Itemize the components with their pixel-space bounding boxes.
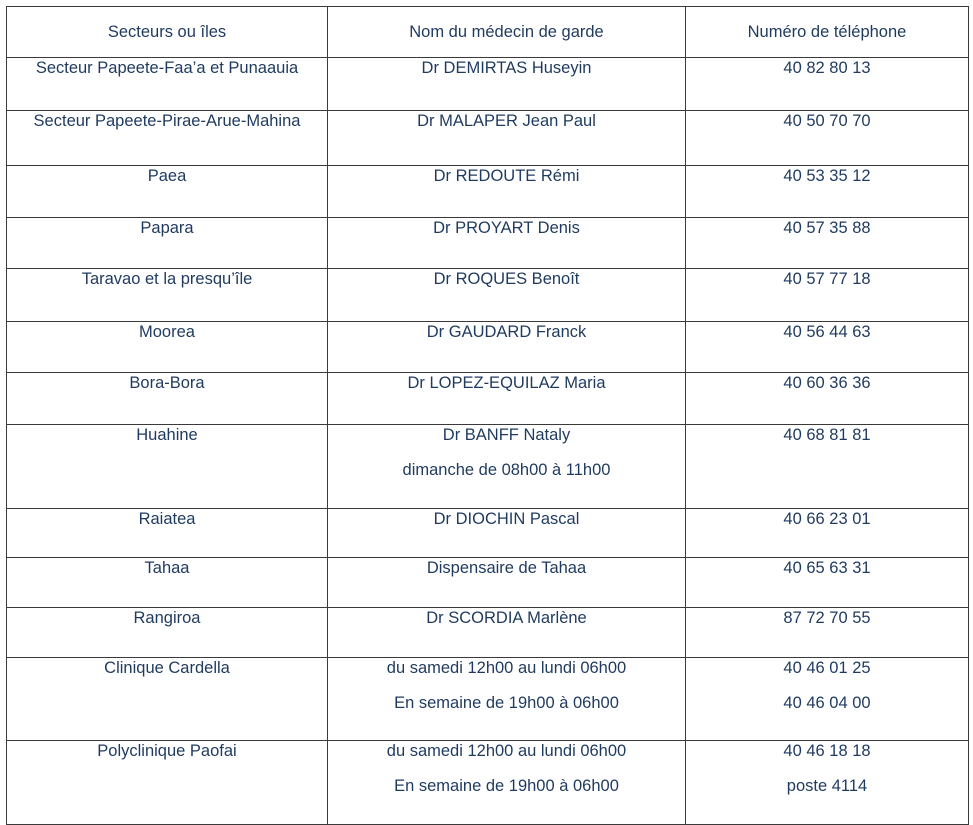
doctor-cell-text: Dr REDOUTE Rémi (433, 167, 580, 185)
phone-cell (686, 166, 969, 218)
phone-cell-text: 40 50 70 70 (783, 112, 871, 130)
doctor-cell (328, 58, 686, 111)
doctor-cell (328, 111, 686, 166)
sector-cell-text: Raiatea (138, 510, 196, 528)
table-body (7, 58, 969, 825)
table-row (7, 166, 969, 218)
table-row (7, 658, 969, 741)
sector-cell (7, 425, 328, 509)
sector-cell-text: Papara (140, 219, 194, 237)
phone-cell (686, 558, 969, 608)
doctor-cell-text: Dr DEMIRTAS Huseyin (421, 59, 592, 77)
table-row (7, 741, 969, 825)
doctor-cell-text: Dispensaire de Tahaa (426, 559, 587, 577)
doctor-cell-text: du samedi 12h00 au lundi 06h00 (386, 742, 627, 760)
header-phone: Numéro de téléphone (686, 7, 969, 58)
phone-cell-text: 40 46 04 00 (783, 694, 871, 712)
phone-cell (686, 373, 969, 425)
sector-cell-text: Huahine (136, 426, 198, 444)
doctor-cell (328, 658, 686, 741)
table-row (7, 509, 969, 558)
doctor-cell (328, 509, 686, 558)
doctor-cell (328, 608, 686, 658)
doctor-cell-text: Dr SCORDIA Marlène (426, 609, 587, 627)
sector-cell-text: Clinique Cardella (104, 659, 230, 677)
sector-cell-text: Secteur Papeete-Pirae-Arue-Mahina (33, 112, 301, 130)
sector-cell (7, 373, 328, 425)
sector-cell (7, 58, 328, 111)
doctor-cell-text: dimanche de 08h00 à 11h00 (402, 461, 611, 479)
sector-cell (7, 558, 328, 608)
doctor-cell-text: Dr BANFF Nataly (442, 426, 571, 444)
on-call-doctors-table (6, 6, 969, 825)
phone-cell (686, 269, 969, 322)
sector-cell-text: Taravao et la presqu’île (81, 270, 253, 288)
doctor-cell-text: Dr LOPEZ-EQUILAZ Maria (407, 374, 606, 392)
table-row (7, 322, 969, 373)
doctor-cell (328, 558, 686, 608)
doctor-cell-text: En semaine de 19h00 à 06h00 (394, 694, 619, 712)
sector-cell-text: Paea (147, 167, 187, 185)
sector-cell-text: Tahaa (144, 559, 190, 577)
sector-cell (7, 269, 328, 322)
doctor-cell (328, 218, 686, 269)
doctor-cell-text: Dr MALAPER Jean Paul (417, 112, 596, 130)
doctor-cell-text: En semaine de 19h00 à 06h00 (394, 777, 619, 795)
sector-cell-text: Moorea (139, 323, 195, 341)
doctor-cell-text: Dr DIOCHIN Pascal (433, 510, 580, 528)
doctor-cell-text: Dr ROQUES Benoît (433, 270, 580, 288)
sector-cell (7, 111, 328, 166)
phone-cell (686, 322, 969, 373)
phone-cell-text: 40 66 23 01 (783, 510, 871, 528)
phone-cell-text: 40 53 35 12 (783, 167, 871, 185)
sector-cell (7, 608, 328, 658)
sector-cell (7, 322, 328, 373)
sector-cell-text: Rangiroa (133, 609, 201, 627)
phone-cell-text: 40 46 01 25 (783, 659, 871, 677)
phone-cell (686, 741, 969, 825)
table-header-row (7, 7, 969, 58)
phone-cell (686, 509, 969, 558)
phone-cell (686, 218, 969, 269)
header-sector: Secteurs ou îles (7, 7, 328, 58)
doctor-cell (328, 322, 686, 373)
sector-cell-text: Bora-Bora (129, 374, 205, 392)
sector-cell (7, 741, 328, 825)
sector-cell-text: Polyclinique Paofai (97, 742, 237, 760)
doctor-cell (328, 425, 686, 509)
sector-cell (7, 218, 328, 269)
sector-cell-text: Secteur Papeete-Faa’a et Punaauia (35, 59, 299, 77)
doctor-cell (328, 166, 686, 218)
phone-cell-text: 40 65 63 31 (783, 559, 871, 577)
phone-cell-text: 87 72 70 55 (783, 609, 871, 627)
table-row (7, 425, 969, 509)
phone-cell-text: 40 57 35 88 (783, 219, 871, 237)
table-row (7, 373, 969, 425)
table-row (7, 58, 969, 111)
doctor-cell-text: du samedi 12h00 au lundi 06h00 (386, 659, 627, 677)
phone-cell (686, 425, 969, 509)
phone-cell (686, 58, 969, 111)
phone-cell-text: 40 82 80 13 (783, 59, 871, 77)
phone-cell-text: poste 4114 (786, 777, 868, 795)
sector-cell (7, 166, 328, 218)
phone-cell-text: 40 57 77 18 (783, 270, 871, 288)
phone-cell-text: 40 56 44 63 (783, 323, 871, 341)
doctor-cell (328, 269, 686, 322)
phone-cell-text: 40 60 36 36 (783, 374, 871, 392)
phone-cell-text: 40 46 18 18 (783, 742, 871, 760)
sector-cell (7, 509, 328, 558)
phone-cell (686, 608, 969, 658)
phone-cell-text: 40 68 81 81 (783, 426, 871, 444)
doctor-cell-text: Dr PROYART Denis (433, 219, 580, 237)
table-row (7, 558, 969, 608)
table-row (7, 608, 969, 658)
table-row (7, 111, 969, 166)
phone-cell (686, 111, 969, 166)
table-row (7, 218, 969, 269)
header-doctor: Nom du médecin de garde (328, 7, 686, 58)
sector-cell (7, 658, 328, 741)
doctor-cell-text: Dr GAUDARD Franck (426, 323, 587, 341)
table-row (7, 269, 969, 322)
doctor-cell (328, 741, 686, 825)
phone-cell (686, 658, 969, 741)
doctor-cell (328, 373, 686, 425)
